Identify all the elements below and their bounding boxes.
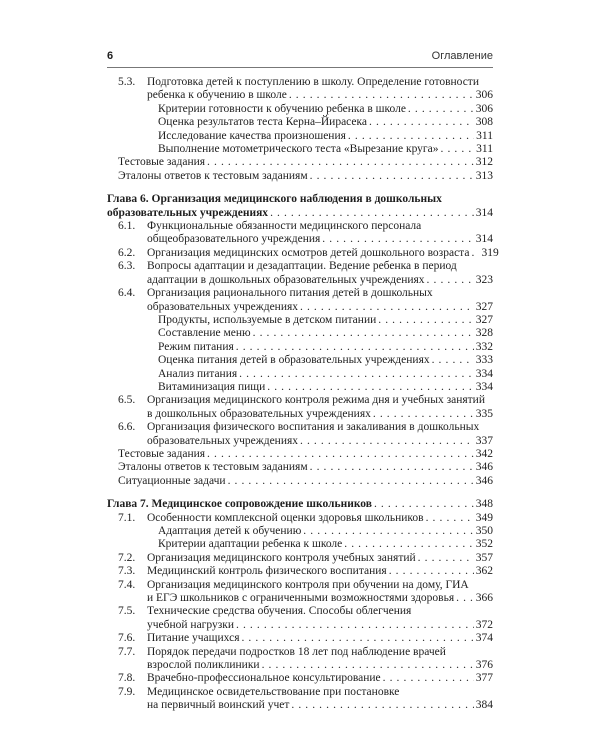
toc-entry[interactable] xyxy=(107,220,493,247)
dot-leader xyxy=(383,672,474,685)
toc-entry[interactable] xyxy=(107,170,493,183)
dot-leader xyxy=(427,274,474,287)
dot-leader xyxy=(471,247,479,260)
dot-leader xyxy=(374,498,474,511)
toc-page-number: 350 xyxy=(475,525,493,537)
toc-entry-title: образовательных учреждениях xyxy=(147,434,299,447)
toc-entry-title: Вопросы адаптации и дезадаптации. Ведение ребенка в период xyxy=(147,260,457,273)
toc-section-number: 7.5. xyxy=(118,605,136,618)
toc-page-number: 308 xyxy=(475,116,493,129)
toc-entry-title: общеобразовательного учреждения xyxy=(147,233,321,246)
toc-entry[interactable] xyxy=(107,565,493,578)
toc-entry-title: Тестовые задания xyxy=(118,447,206,460)
toc-section-number: 7.9. xyxy=(118,685,136,698)
toc-entry[interactable] xyxy=(107,461,493,474)
toc-entry[interactable] xyxy=(107,646,493,673)
toc-section-number: 7.7. xyxy=(118,645,136,658)
table-of-contents xyxy=(107,76,499,713)
toc-entry-title: Эталоны ответов к тестовым заданиям xyxy=(118,169,308,182)
toc-entry-title: Исследование качества произношения xyxy=(158,129,346,142)
toc-entry-title: Врачебно-профессиональное консультирование xyxy=(147,672,381,685)
toc-entry-title: Особенности комплексной оценки здоровья школьников xyxy=(147,511,424,524)
dot-leader xyxy=(207,448,474,461)
toc-page-number: 349 xyxy=(475,511,493,524)
dot-leader xyxy=(373,408,474,421)
dot-leader xyxy=(408,103,474,116)
toc-entry-title: Медицинское освидетельствование при постановке xyxy=(147,685,400,698)
dot-leader xyxy=(239,368,474,381)
toc-entry[interactable] xyxy=(107,156,493,169)
dot-leader xyxy=(303,525,473,538)
dot-leader xyxy=(348,130,474,143)
toc-page-number: 357 xyxy=(475,551,493,564)
toc-entry-title: Продукты, используемые в детском питании xyxy=(158,313,377,326)
toc-page-number: 314 xyxy=(475,233,493,246)
toc-entry-title: Организация рационального питания детей в дошкольных xyxy=(147,287,433,300)
toc-page-number: 312 xyxy=(475,156,493,169)
toc-page-number: 314 xyxy=(475,206,493,219)
toc-entry-title: Организация медицинского контроля режима дня и учебных занятий xyxy=(147,394,485,407)
toc-entry-title: Критерии адаптации ребенка к школе xyxy=(158,538,343,551)
toc-subentry[interactable] xyxy=(107,130,493,143)
toc-entry-title: образовательных учреждениях xyxy=(107,206,269,219)
toc-chapter-entry[interactable] xyxy=(107,193,493,220)
toc-page-number: 323 xyxy=(475,273,493,286)
dot-leader xyxy=(441,143,475,156)
toc-subentry[interactable] xyxy=(107,354,493,367)
toc-entry[interactable] xyxy=(107,76,493,103)
running-head: Оглавление xyxy=(431,50,493,62)
toc-entry-title: Ситуационные задачи xyxy=(118,474,226,487)
dot-leader xyxy=(300,435,474,448)
toc-subentry[interactable] xyxy=(107,103,493,116)
toc-entry[interactable] xyxy=(107,512,493,525)
toc-section-number: 7.8. xyxy=(118,672,136,685)
toc-entry-title: Витаминизация пищи xyxy=(158,380,266,393)
toc-section-number: 6.2. xyxy=(118,246,136,259)
toc-subentry[interactable] xyxy=(107,525,493,538)
toc-page-number: 335 xyxy=(475,407,493,420)
toc-entry[interactable] xyxy=(107,605,493,632)
page-header xyxy=(107,50,493,64)
toc-section-number: 6.5. xyxy=(118,394,136,407)
toc-page-number: 362 xyxy=(475,565,493,578)
toc-section-number: 7.3. xyxy=(118,565,136,578)
toc-page-number: 333 xyxy=(475,354,493,367)
toc-section-number: 6.1. xyxy=(118,220,136,233)
dot-leader xyxy=(228,475,474,488)
toc-section-number: 5.3. xyxy=(118,76,136,88)
toc-entry-title: адаптации в дошкольных образовательных учреждениях xyxy=(147,273,425,286)
toc-section-number: 7.1. xyxy=(118,511,136,524)
dot-leader xyxy=(322,233,473,246)
toc-page-number: 352 xyxy=(475,538,493,551)
toc-page-number: 327 xyxy=(475,300,493,313)
dot-leader xyxy=(241,632,473,645)
dot-leader xyxy=(432,354,474,367)
dot-leader xyxy=(310,170,474,183)
toc-page-number: 372 xyxy=(475,618,493,631)
toc-entry-title: Глава 7. Медицинское сопровождение школьников xyxy=(107,498,372,511)
toc-entry-title: Выполнение мотометрического теста «Вырезание круга» xyxy=(158,143,439,156)
toc-subentry[interactable] xyxy=(107,314,493,327)
toc-page-number: 366 xyxy=(475,592,493,605)
toc-page-number: 306 xyxy=(475,89,493,102)
toc-entry[interactable] xyxy=(107,686,493,713)
toc-entry[interactable] xyxy=(107,552,493,565)
toc-subentry[interactable] xyxy=(107,143,493,156)
toc-entry-title: в дошкольных образовательных учреждениях xyxy=(147,407,371,420)
toc-page-number: 334 xyxy=(475,380,493,393)
toc-page-number: 348 xyxy=(475,498,493,511)
toc-subentry[interactable] xyxy=(107,327,493,340)
toc-subentry[interactable] xyxy=(107,116,493,129)
dot-leader xyxy=(389,565,474,578)
dot-leader xyxy=(236,341,474,354)
toc-entry-title: ребенка к обучению в школе xyxy=(147,89,287,102)
toc-entry-title: Адаптация детей к обучению xyxy=(158,525,302,537)
toc-subentry[interactable] xyxy=(107,341,493,354)
toc-page-number: 319 xyxy=(481,246,499,259)
toc-subentry[interactable] xyxy=(107,381,493,394)
toc-page-number: 374 xyxy=(475,632,493,645)
toc-entry-title: учебной нагрузки xyxy=(147,618,235,631)
toc-chapter-entry[interactable] xyxy=(107,498,493,511)
dot-leader xyxy=(270,207,474,220)
toc-entry[interactable] xyxy=(107,475,493,488)
toc-entry-title: Тестовые задания xyxy=(118,156,206,169)
dot-leader xyxy=(418,552,474,565)
toc-entry-title: Оценка результатов теста Керна–Йирасека xyxy=(158,116,368,129)
toc-section-number: 6.3. xyxy=(118,260,136,273)
dot-leader xyxy=(289,89,474,102)
toc-entry-title: Режим питания xyxy=(158,340,234,353)
toc-page-number: 342 xyxy=(475,447,493,460)
dot-leader xyxy=(253,327,474,340)
toc-section-number: 7.6. xyxy=(118,632,136,645)
toc-entry-title: Составление меню xyxy=(158,327,251,340)
toc-page-number: 311 xyxy=(476,129,493,142)
toc-subentry[interactable] xyxy=(107,538,493,551)
toc-subentry[interactable] xyxy=(107,368,493,381)
toc-entry-title: Технические средства обучения. Способы облегчения xyxy=(147,605,412,618)
toc-entry-title: Организация медицинских осмотров детей дошкольного возраста xyxy=(147,246,470,259)
toc-page-number: 377 xyxy=(475,672,493,685)
toc-section-number: 6.4. xyxy=(118,287,136,300)
toc-entry[interactable] xyxy=(107,394,493,421)
dot-leader xyxy=(310,461,474,474)
toc-page-number: 337 xyxy=(475,434,493,447)
header-rule xyxy=(107,67,493,68)
toc-entry-title: Функциональные обязанности медицинского персонала xyxy=(147,220,422,233)
toc-entry-title: Подготовка детей к поступлению в школу. Определение готовности xyxy=(147,76,479,88)
toc-page-number: 313 xyxy=(475,169,493,182)
toc-entry-title: Медицинский контроль физического воспитания xyxy=(147,565,387,578)
toc-page-number: 332 xyxy=(475,340,493,353)
toc-entry-title: Оценка питания детей в образовательных учреждениях xyxy=(158,354,430,367)
toc-entry-title: образовательных учреждениях xyxy=(147,300,299,313)
toc-entry[interactable] xyxy=(107,579,493,606)
dot-leader xyxy=(300,301,474,314)
dot-leader xyxy=(378,314,473,327)
toc-section-number: 6.6. xyxy=(118,421,136,434)
toc-entry[interactable] xyxy=(107,287,493,314)
toc-entry-title: взрослой поликлиники xyxy=(147,659,260,672)
toc-entry-title: Питание учащихся xyxy=(147,632,240,645)
dot-leader xyxy=(267,381,473,394)
toc-section-number: 7.2. xyxy=(118,551,136,564)
toc-entry-title: Глава 6. Организация медицинского наблюдения в дошкольных xyxy=(107,193,442,206)
toc-entry[interactable] xyxy=(107,448,493,461)
toc-entry-title: Организация физического воспитания и закаливания в дошкольных xyxy=(147,421,480,434)
toc-entry[interactable] xyxy=(107,246,499,260)
toc-page-number: 376 xyxy=(475,659,493,672)
toc-entry-title: на первичный воинский учет xyxy=(147,699,290,712)
toc-page-number: 334 xyxy=(475,367,493,380)
dot-leader xyxy=(344,538,473,551)
toc-page-number: 384 xyxy=(475,699,493,712)
dot-leader xyxy=(207,156,474,169)
toc-page-number: 346 xyxy=(475,474,493,487)
dot-leader xyxy=(291,699,473,712)
dot-leader xyxy=(456,592,474,605)
dot-leader xyxy=(236,619,474,632)
toc-entry-title: Анализ питания xyxy=(158,367,238,380)
toc-page-number: 306 xyxy=(475,102,493,115)
toc-page-number: 328 xyxy=(475,327,493,340)
dot-leader xyxy=(369,116,474,129)
toc-entry-title: Порядок передачи подростков 18 лет под наблюдение врачей xyxy=(147,645,446,658)
toc-entry-title: и ЕГЭ школьников с ограниченными возможностями здоровья xyxy=(147,592,455,605)
toc-entry-title: Эталоны ответов к тестовым заданиям xyxy=(118,461,308,474)
toc-entry[interactable] xyxy=(107,632,493,645)
toc-entry[interactable] xyxy=(107,421,493,448)
toc-entry-title: Организация медицинского контроля при обучении на дому, ГИА xyxy=(147,578,469,591)
dot-leader xyxy=(262,659,474,672)
dot-leader xyxy=(426,512,474,525)
toc-entry[interactable] xyxy=(107,672,493,685)
toc-page-number: 327 xyxy=(475,313,493,326)
toc-entry-title: Организация медицинского контроля учебных занятий xyxy=(147,551,416,564)
toc-entry[interactable] xyxy=(107,260,493,287)
toc-entry-title: Критерии готовности к обучению ребенка в школе xyxy=(158,102,406,115)
toc-page-number: 311 xyxy=(476,143,493,156)
toc-section-number: 7.4. xyxy=(118,578,136,591)
page-number: 6 xyxy=(107,50,114,62)
toc-page-number: 346 xyxy=(475,461,493,474)
